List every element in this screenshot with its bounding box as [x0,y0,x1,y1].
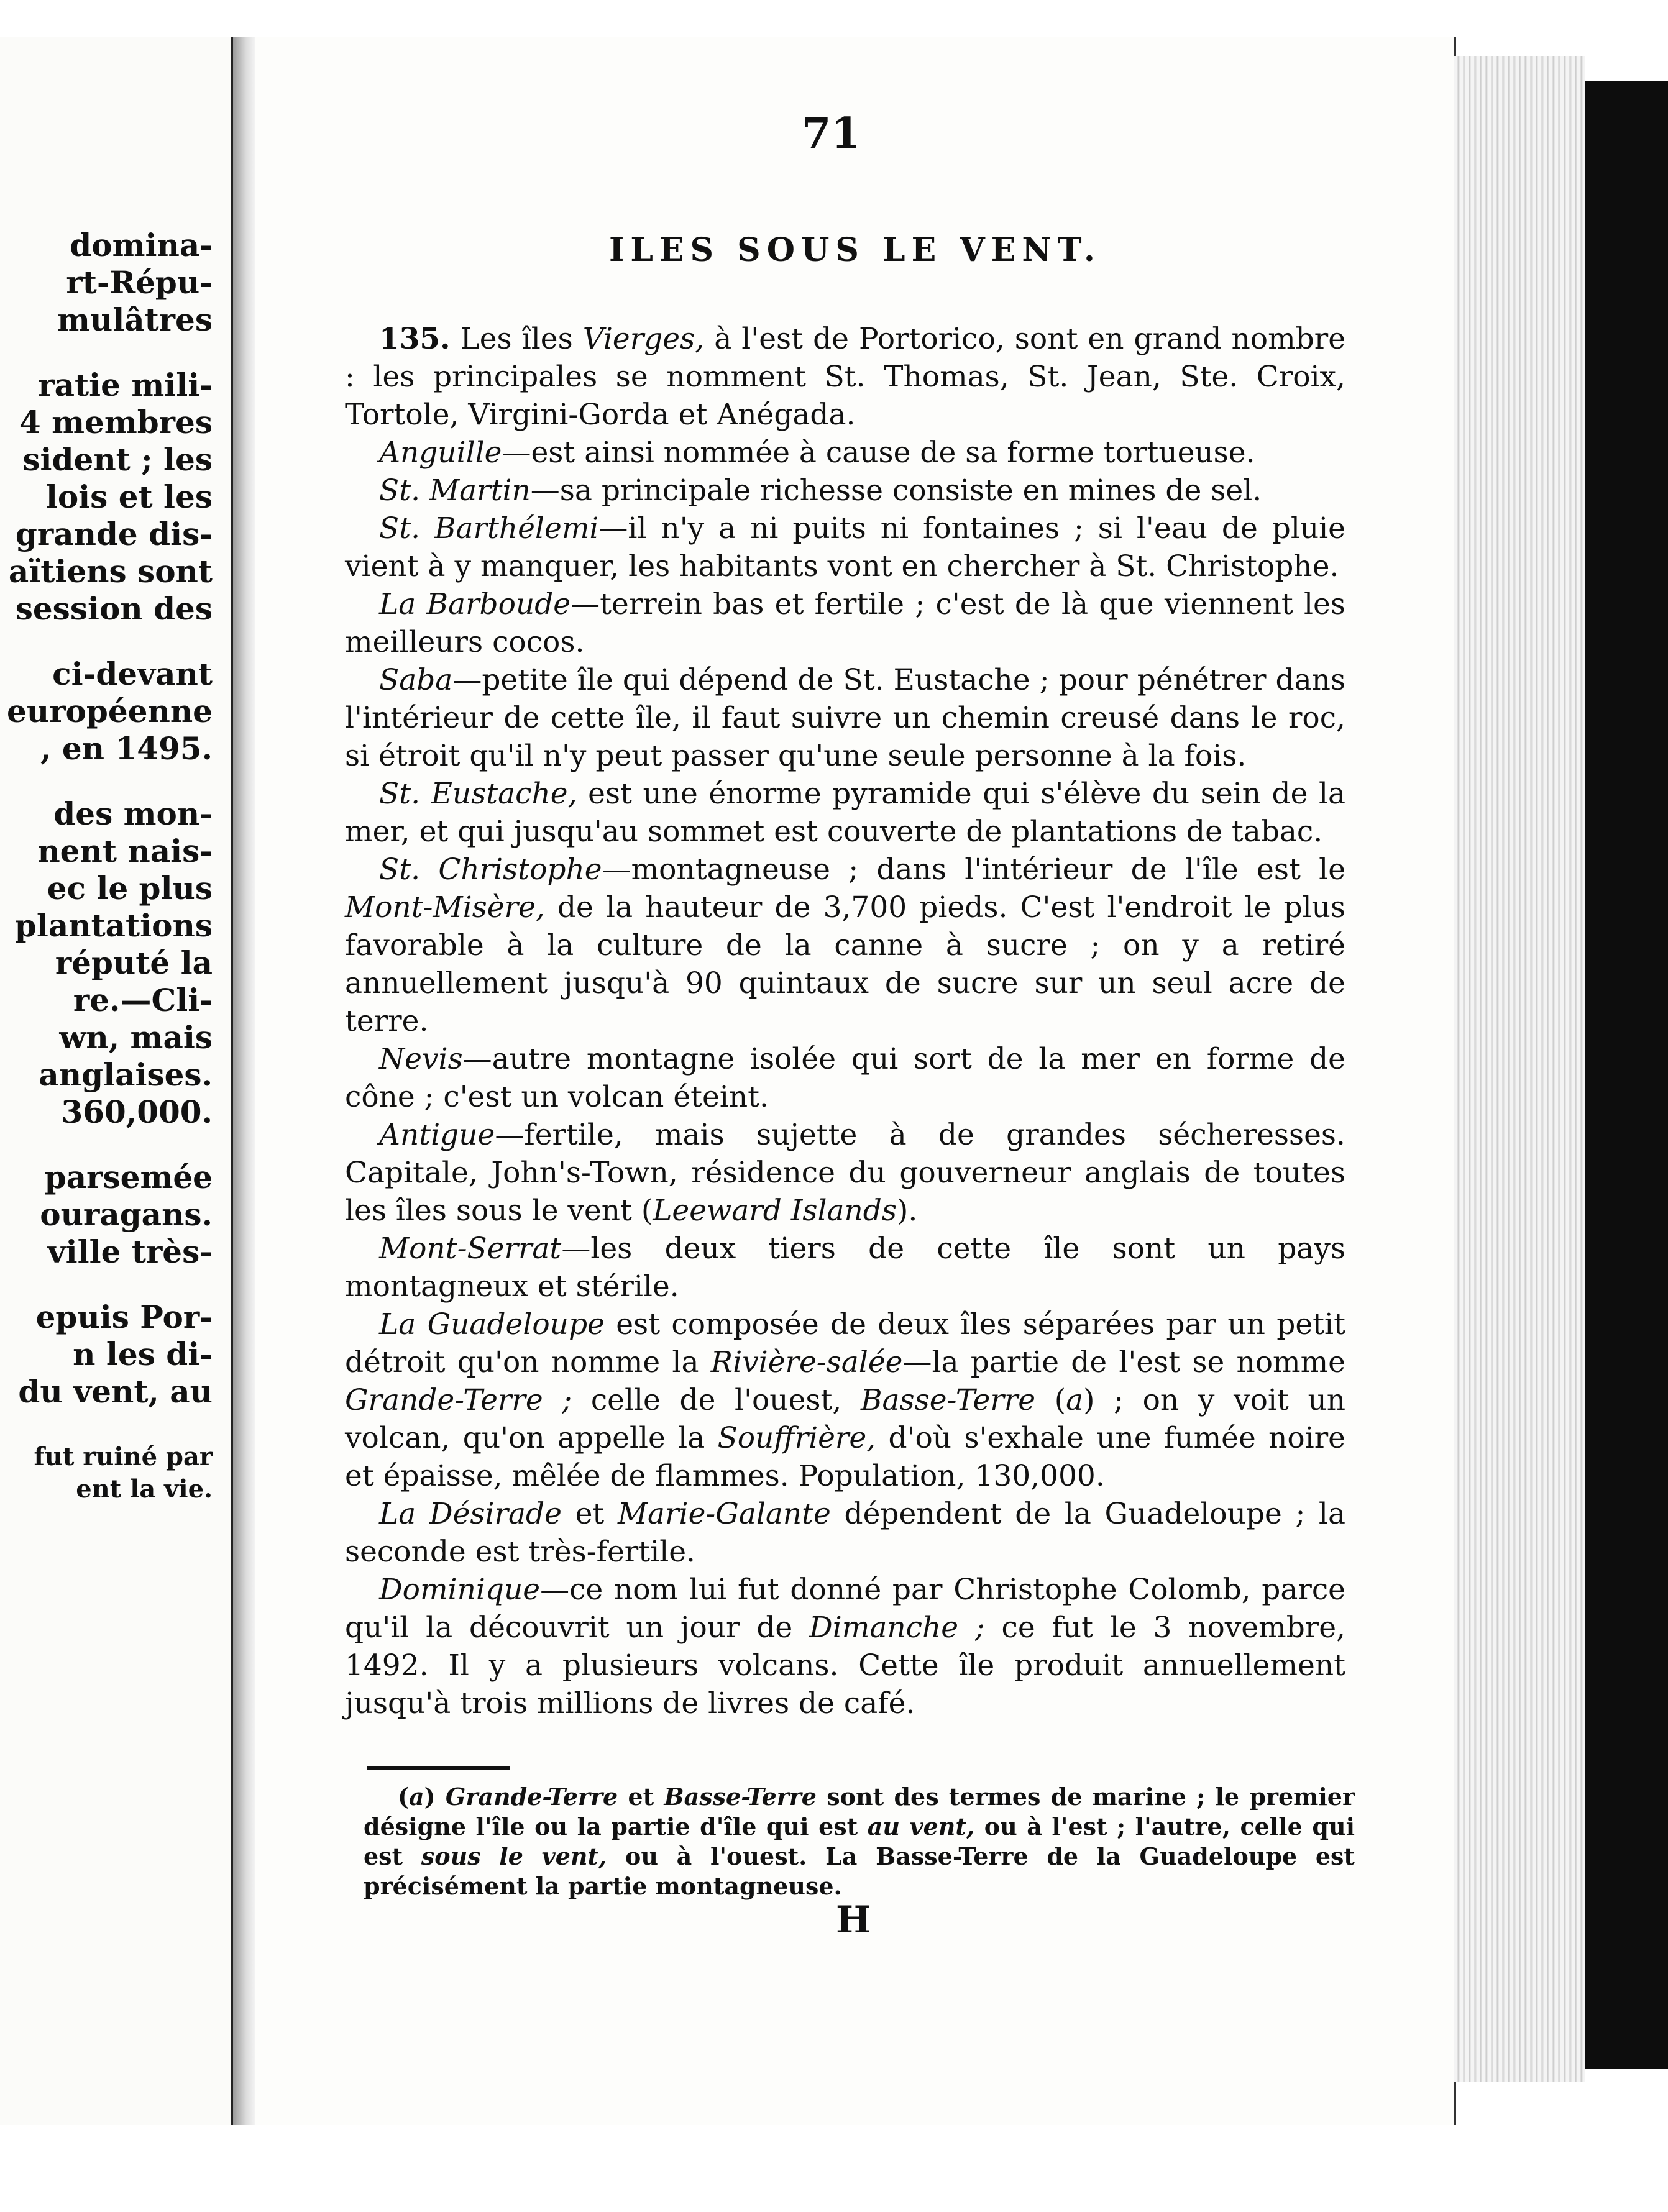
left-page-line: nent nais- [37,833,213,869]
left-page-fragment [0,37,233,2125]
left-page-line: du vent, au [18,1373,213,1410]
left-page-line: epuis Por- [35,1299,213,1335]
left-page-line: 4 membres [19,404,213,441]
page-number: 71 [802,109,861,158]
body-text [345,320,1345,1722]
paragraph-st-martin: St. Martin—sa principale richesse consiste en mines de sel. [379,473,1262,508]
page-edges [1454,56,1585,2082]
paragraph-anguille: Anguille—est ainsi nommée à cause de sa forme tortueuse. [379,436,1255,470]
left-page-line: ratie mili- [38,367,213,403]
book-gutter [233,37,255,2125]
paragraph-guadeloupe: La Guadeloupe est composée de deux îles séparées par un petit détroit qu'on nomme la Rivière-salée—la partie de l'est se nomme Grande-Terre ; celle de l'ouest, Basse-Terre (a) ; on y voit un volcan, qu'on appelle la Souffrière, d'où s'exhale une fumée noire et épaisse, mêlée de flammes. Population, 130,000. [345,1307,1345,1493]
left-page-line: ci-devant [52,656,213,692]
paragraph-antigue: Antigue—fertile, mais sujette à de grandes sécheresses. Capitale, John's-Town, résidence du gouverneur anglais de toutes les îles sous le vent (Leeward Islands). [345,1118,1345,1228]
paragraph-vierges: 135. Les îles Vierges, à l'est de Portorico, sont en grand nombre : les principales se nomment St. Thomas, St. Jean, Ste. Croix, Tortole, Virgini-Gorda et Anégada. [345,322,1346,432]
left-page-line: lois et les [45,478,213,515]
footnote-rule [367,1766,510,1770]
left-page-line: , en 1495. [40,730,213,767]
left-page-line: wn, mais [59,1019,213,1056]
left-page-line: domina- [70,227,213,263]
paragraph-st-eustache: St. Eustache, est une énorme pyramide qui s'élève du sein de la mer, et qui jusqu'au sommet est couverte de plantations de tabac. [345,777,1346,849]
left-page-line: ville très- [47,1233,213,1270]
left-page-line: rt-Répu- [66,264,213,301]
signature-mark: H [836,1898,871,1942]
left-page-line: européenne [7,693,213,729]
left-page-line: 360,000. [61,1094,213,1130]
paragraph-barboude: La Barboude—terrein bas et fertile ; c'est de là que viennent les meilleurs cocos. [345,587,1345,659]
paragraph-mont-serrat: Mont-Serrat—les deux tiers de cette île sont un pays montagneux et stérile. [345,1232,1345,1304]
section-title: ILES SOUS LE VENT. [609,231,1101,269]
left-page-line: ent la vie. [76,1474,213,1504]
left-page-line: ec le plus [47,870,213,907]
left-page-line: aïtiens sont [8,553,213,590]
book-cover-edge [1585,81,1668,2069]
left-page-line: parsemée [44,1159,213,1195]
left-page-line: re.—Cli- [73,982,213,1018]
left-page-line: session des [15,590,213,627]
left-page-line: sident ; les [22,441,213,478]
left-page-line: n les di- [73,1336,213,1373]
left-page-line: grande dis- [15,516,213,552]
left-page-line: mulâtres [57,301,213,338]
left-page-line: fut ruiné par [34,1442,213,1471]
left-page-line: anglaises. [39,1056,213,1093]
paragraph-desirade: La Désirade et Marie-Galante dépendent de la Guadeloupe ; la seconde est très-fertile. [345,1497,1345,1569]
left-page-line: des mon- [53,795,213,832]
left-page-line: réputé la [55,944,213,981]
paragraph-saba: Saba—petite île qui dépend de St. Eustache ; pour pénétrer dans l'intérieur de cette île, il faut suivre un chemin creusé dans le roc, si étroit qu'il n'y peut passer qu'une seule personne à la fois. [345,663,1345,773]
footnote: (a) Grande-Terre et Basse-Terre sont des termes de marine ; le premier désigne l'île ou la partie d'île qui est au vent, ou à l'est ; l'autre, celle qui est sous le vent, ou à l'ouest. La Basse-Terre de la Guadeloupe est précisément la partie montagneuse. [364,1783,1355,1900]
left-page-line: plantations [14,907,213,944]
paragraph-nevis: Nevis—autre montagne isolée qui sort de la mer en forme de cône ; c'est un volcan éteint. [345,1042,1345,1114]
paragraph-st-christophe: St. Christophe—montagneuse ; dans l'intérieur de l'île est le Mont-Misère, de la hauteur de 3,700 pieds. C'est l'endroit le plus favorable à la culture de la canne à sucre ; on y a retiré annuellement jusqu'à 90 quintaux de sucre sur un seul acre de terre. [345,852,1346,1038]
left-page-line: ouragans. [40,1196,213,1233]
paragraph-dominique: Dominique—ce nom lui fut donné par Christophe Colomb, parce qu'il la découvrit un jour de Dimanche ; ce fut le 3 novembre, 1492. Il y a plusieurs volcans. Cette île produit annuellement jusqu'à trois millions de livres de café. [345,1573,1345,1721]
paragraph-st-barthelemi: St. Barthélemi—il n'y a ni puits ni fontaines ; si l'eau de pluie vient à y manquer, les habitants vont en chercher à St. Christophe. [345,511,1345,583]
